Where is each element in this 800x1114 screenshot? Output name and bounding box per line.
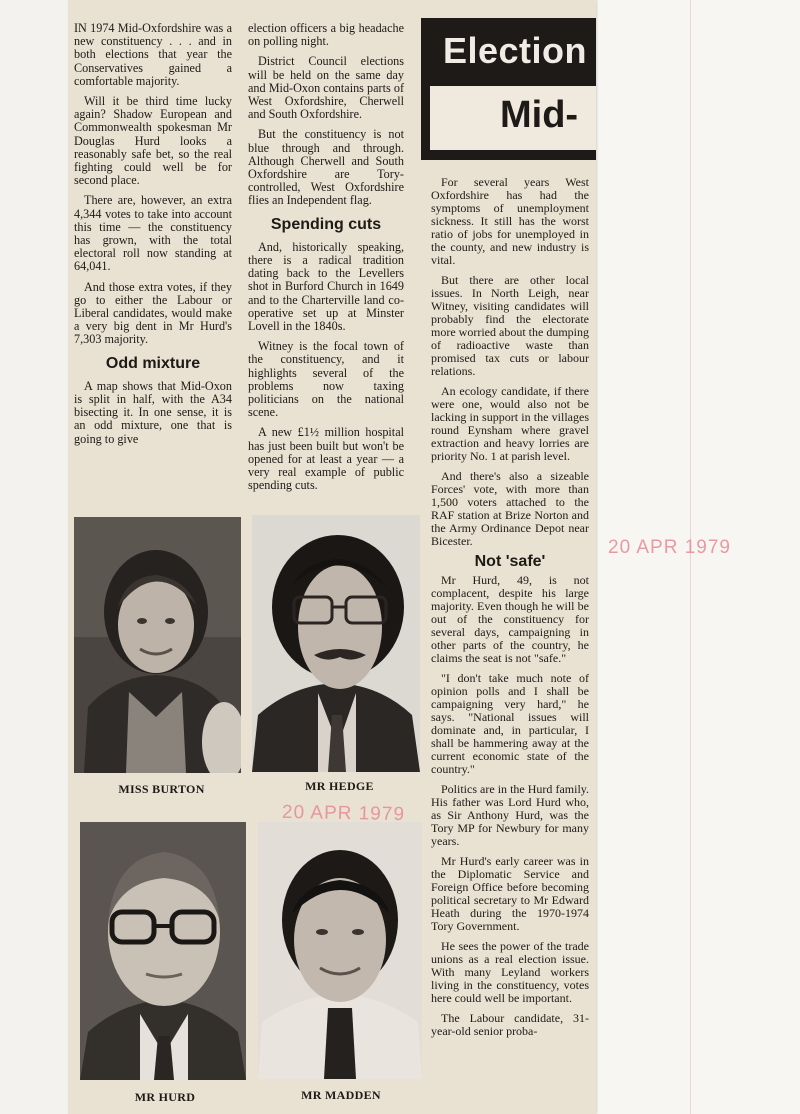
- paragraph: An ecology candidate, if there were one, would also not be lacking in support in the villages round Eynsham where gravel extraction and heavy lorries are priority No. 1 at parish level.: [431, 384, 589, 463]
- portrait-photo-hurd: [80, 822, 246, 1080]
- headline-top: Election: [443, 30, 588, 71]
- subheading: Spending cuts: [270, 215, 382, 233]
- portrait-photo-burton: [74, 517, 241, 773]
- headline-box: [430, 86, 596, 150]
- paragraph: District Council elections will be held on the same day and Mid-Oxon contains parts of West Oxfordshire, Cherwell and South Oxfordshire.: [248, 54, 404, 122]
- caption-hedge: MR HEDGE: [305, 779, 374, 793]
- paragraph: But there are other local issues. In North Leigh, near Witney, visiting candidates will probably find the electorate more worried about the dumping of radioactive waste than promised tax cuts or labour relations.: [431, 273, 589, 378]
- subheading: Odd mixture: [105, 354, 201, 372]
- paragraph: "I don't take much note of opinion polls and I shall be campaigning very hard," he says. "National issues will dominate and, in particular, I shall be hammering away at the current economic state of the country.": [431, 671, 589, 776]
- date-stamp: 20 APR 1979: [281, 801, 406, 826]
- paragraph: The Labour candidate, 31-year-old senior proba-: [431, 1011, 589, 1038]
- article-column-1: [74, 22, 232, 453]
- paragraph: And those extra votes, if they go to either the Labour or Liberal candidates, would make a very big dent in Mr Hurd's 7,303 majority.: [74, 279, 232, 347]
- paragraph: Mr Hurd's early career was in the Diplomatic Service and Foreign Office before becoming political secretary to Mr Edward Heath during the 1970-1974 Tory Government.: [431, 854, 589, 933]
- article-column-2: [248, 22, 404, 500]
- paragraph: A map shows that Mid-Oxon is split in half, with the A34 bisecting it. In one sense, it is an odd mixture, one that is going to give: [74, 378, 232, 446]
- paragraph: IN 1974 Mid-Oxfordshire was a new constituency . . . and in both elections that year the Conservatives gained a comfortable majority.: [74, 21, 232, 88]
- paragraph: A new £1½ million hospital has just been built but won't be opened for at least a year — a very real example of public spending cuts.: [248, 425, 404, 493]
- paragraph: Mr Hurd, 49, is not complacent, despite his large majority. Even though he will be out of the constituency for several days, campaigning in other parts of the country, he claims the seat is not "safe.": [431, 573, 589, 665]
- paragraph: Witney is the focal town of the constituency, and it highlights several of the problems now taxing politicians on the national scene.: [248, 339, 404, 420]
- paragraph: election officers a big headache on polling night.: [248, 21, 404, 49]
- caption-hurd: MR HURD: [134, 1090, 196, 1104]
- portrait-photo-hedge: [252, 515, 420, 772]
- date-stamp: 20 APR 1979: [608, 537, 731, 558]
- article-column-3: [431, 176, 589, 1045]
- paragraph: There are, however, an extra 4,344 votes to take into account this time — the constituency has grown, with the total electoral roll now standing at 64,041.: [74, 193, 232, 274]
- paragraph: For several years West Oxfordshire has had the symptoms of unemployment sickness. It still has the worst ratio of jobs for unemployed in the county, and new industry is vital.: [431, 175, 589, 267]
- caption-burton: MISS BURTON: [118, 782, 205, 796]
- paragraph: And, historically speaking, there is a radical tradition dating back to the Levellers shot in Burford Church in 1649 and to the Charterville land co-operative set up at Minster Lovell in the 1840s.: [248, 239, 404, 334]
- paragraph: Politics are in the Hurd family. His father was Lord Hurd who, as Sir Anthony Hurd, was the Tory MP for Newbury for many years.: [431, 782, 589, 848]
- paragraph: He sees the power of the trade unions as a real election issue. With many Leyland workers living in the constituency, votes here could well be important.: [431, 939, 589, 1005]
- paragraph: But the constituency is not blue through and through. Although Cherwell and South Oxfordshire are Tory-controlled, West Oxfordshire flies an Independent flag.: [248, 127, 404, 208]
- headline-banner: [421, 18, 596, 160]
- paragraph: And there's also a sizeable Forces' vote, with more than 1,500 voters attached to the RAF station at Brize Norton and the Army Ordinance Depot near Bicester.: [431, 469, 589, 548]
- caption-madden: MR MADDEN: [301, 1088, 381, 1102]
- subheading: Not 'safe': [474, 553, 546, 570]
- paragraph: Will it be third time lucky again? Shadow European and Commonwealth spokesman Mr Douglas Hurd looks a reasonably safe bet, so the real fighting could well be for second place.: [74, 94, 232, 188]
- headline-bottom: Mid-: [500, 94, 579, 136]
- portrait-photo-madden: [258, 822, 422, 1079]
